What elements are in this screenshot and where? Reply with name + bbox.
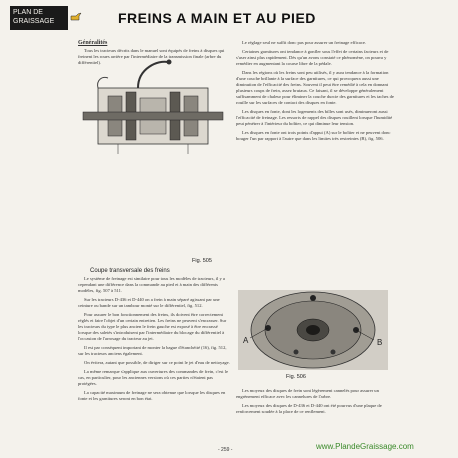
logo-line-1: PLAN DE — [13, 9, 43, 16]
paragraph: Il est par conséquent important de monter la bague d'étanchéité (16), fig. 512, sur les tracteurs anciens également. — [78, 345, 227, 356]
fig-506-mark-a: A — [243, 336, 249, 345]
paragraph: Les disques en fonte, dont les logements des billes sont usés, diminueront aussi l'efficacité de freinage. Les ressorts de rappel des disques rouillent lorsque l'humidité peut pénétrer à l'intérieur du boîtier, ce qui diminue leur tension. — [236, 109, 393, 126]
paragraph: Les disques en fonte ont trois points d'appui (A) sur le boîtier et ne peuvent donc bouger l'un par rapport à l'autre que dans les limites très restreintes (B), fig. 506. — [236, 130, 391, 141]
left-text-column-continued — [78, 276, 230, 405]
paragraph: La même remarque s'applique aux ouvertures des commandes de frein, c'est le cas, en particulier, pour les anciennes versions où ces parties n'étaient pas protégées. — [78, 369, 229, 386]
paragraph: La capacité maximum de freinage ne sera obtenue que lorsque les disques en fonte et les garnitures seront en bon état. — [78, 390, 226, 401]
site-watermark: www.PlandeGraissage.com — [316, 442, 414, 451]
fig-506-label: Fig. 506 — [286, 374, 306, 380]
paragraph: Sur les tracteurs D-436 et D-440 on a frein à main séparé agissant par une ceinture ou bande sur un tambour monté sur le différentiel, fig. 512. — [78, 297, 220, 308]
paragraph: On évitera, autant que possible, de diriger sur ce point le jet d'eau de nettoyage. — [84, 360, 230, 365]
logo-line-2: GRAISSAGE — [13, 18, 55, 25]
section-heading-generalites: Généralités — [78, 40, 108, 46]
fig-505-caption: Coupe transversale des freins — [90, 268, 170, 274]
paragraph: Tous les tracteurs décrits dans le manuel sont équipés de freins à disques qui freinent les roues arrière par l'intermédiaire de la transmission finale (arbre du différentiel). — [78, 48, 225, 65]
paragraph: Dans les régions où les freins sont peu utilisés, il y aura tendance à la formation d'une couche brillante à la surface des garnitures, ce qui provoquera aussi une diminution de l'efficacité des freins. Souvent il peut être remédié à cela en donnant plusieurs coups de frein, assez brutaux. Ce faisant, il se développe généralement suffisamment de chaleur pour éliminer la couche durcie des garnitures et les taches de rouille sur les surfaces de contact des disques en fonte. — [236, 70, 394, 105]
paragraph: Les moyeux des disques de frein sont légèrement cannelés pour assurer un engrènement efficace avec les cannelures de l'arbre. — [236, 388, 379, 399]
right-text-column — [236, 40, 394, 145]
paragraph: Les moyeux des disques de D-436 et D-440 ont été pourvus d'une plaque de renforcement soudée à la place de ce renflement. — [236, 403, 382, 414]
plan-de-graissage-logo — [10, 6, 68, 30]
paragraph: Pour assurer le bon fonctionnement des freins, ils doivent être correctement réglés et faire l'objet d'un certain entretien. Les freins ne peuvent s'encrasser. Sur les tracteurs du type le plus ancien le frein gauche est exposé à être encrassé lorsque des saletés s'introduisent par l'intermédiaire du blocage du différentiel à l'occasion de l'arrosage du tracteur au jet. — [78, 312, 227, 341]
fig-506-brake-disc-photo — [238, 290, 388, 370]
fig-505-label: Fig. 505 — [192, 258, 212, 264]
paragraph: Certaines garnitures ont tendance à gonfler sous l'effet de certains facteurs et de s'user ainsi plus rapidement. Dès qu'un avons constaté ce phénomène, on pourra y remédier en augmentant la course libre de la pédale. — [236, 49, 389, 66]
paragraph: Le système de freinage est similaire pour tous les modèles de tracteurs, il y a cependant une différence dans la commande au pied et à main des différents modèles, fig. 507 à 511. — [78, 276, 225, 293]
paragraph: Le réglage seul ne suffit donc pas pour assurer un freinage efficace. — [242, 40, 367, 45]
fig-505-drawing — [78, 58, 228, 156]
fig-506-mark-b: B — [377, 338, 383, 347]
left-text-column — [78, 40, 230, 69]
oil-can-icon — [70, 12, 82, 22]
page-number: - 259 - — [218, 447, 233, 453]
page-title: FREINS A MAIN ET AU PIED — [118, 10, 316, 26]
right-text-column-bottom — [236, 388, 394, 418]
